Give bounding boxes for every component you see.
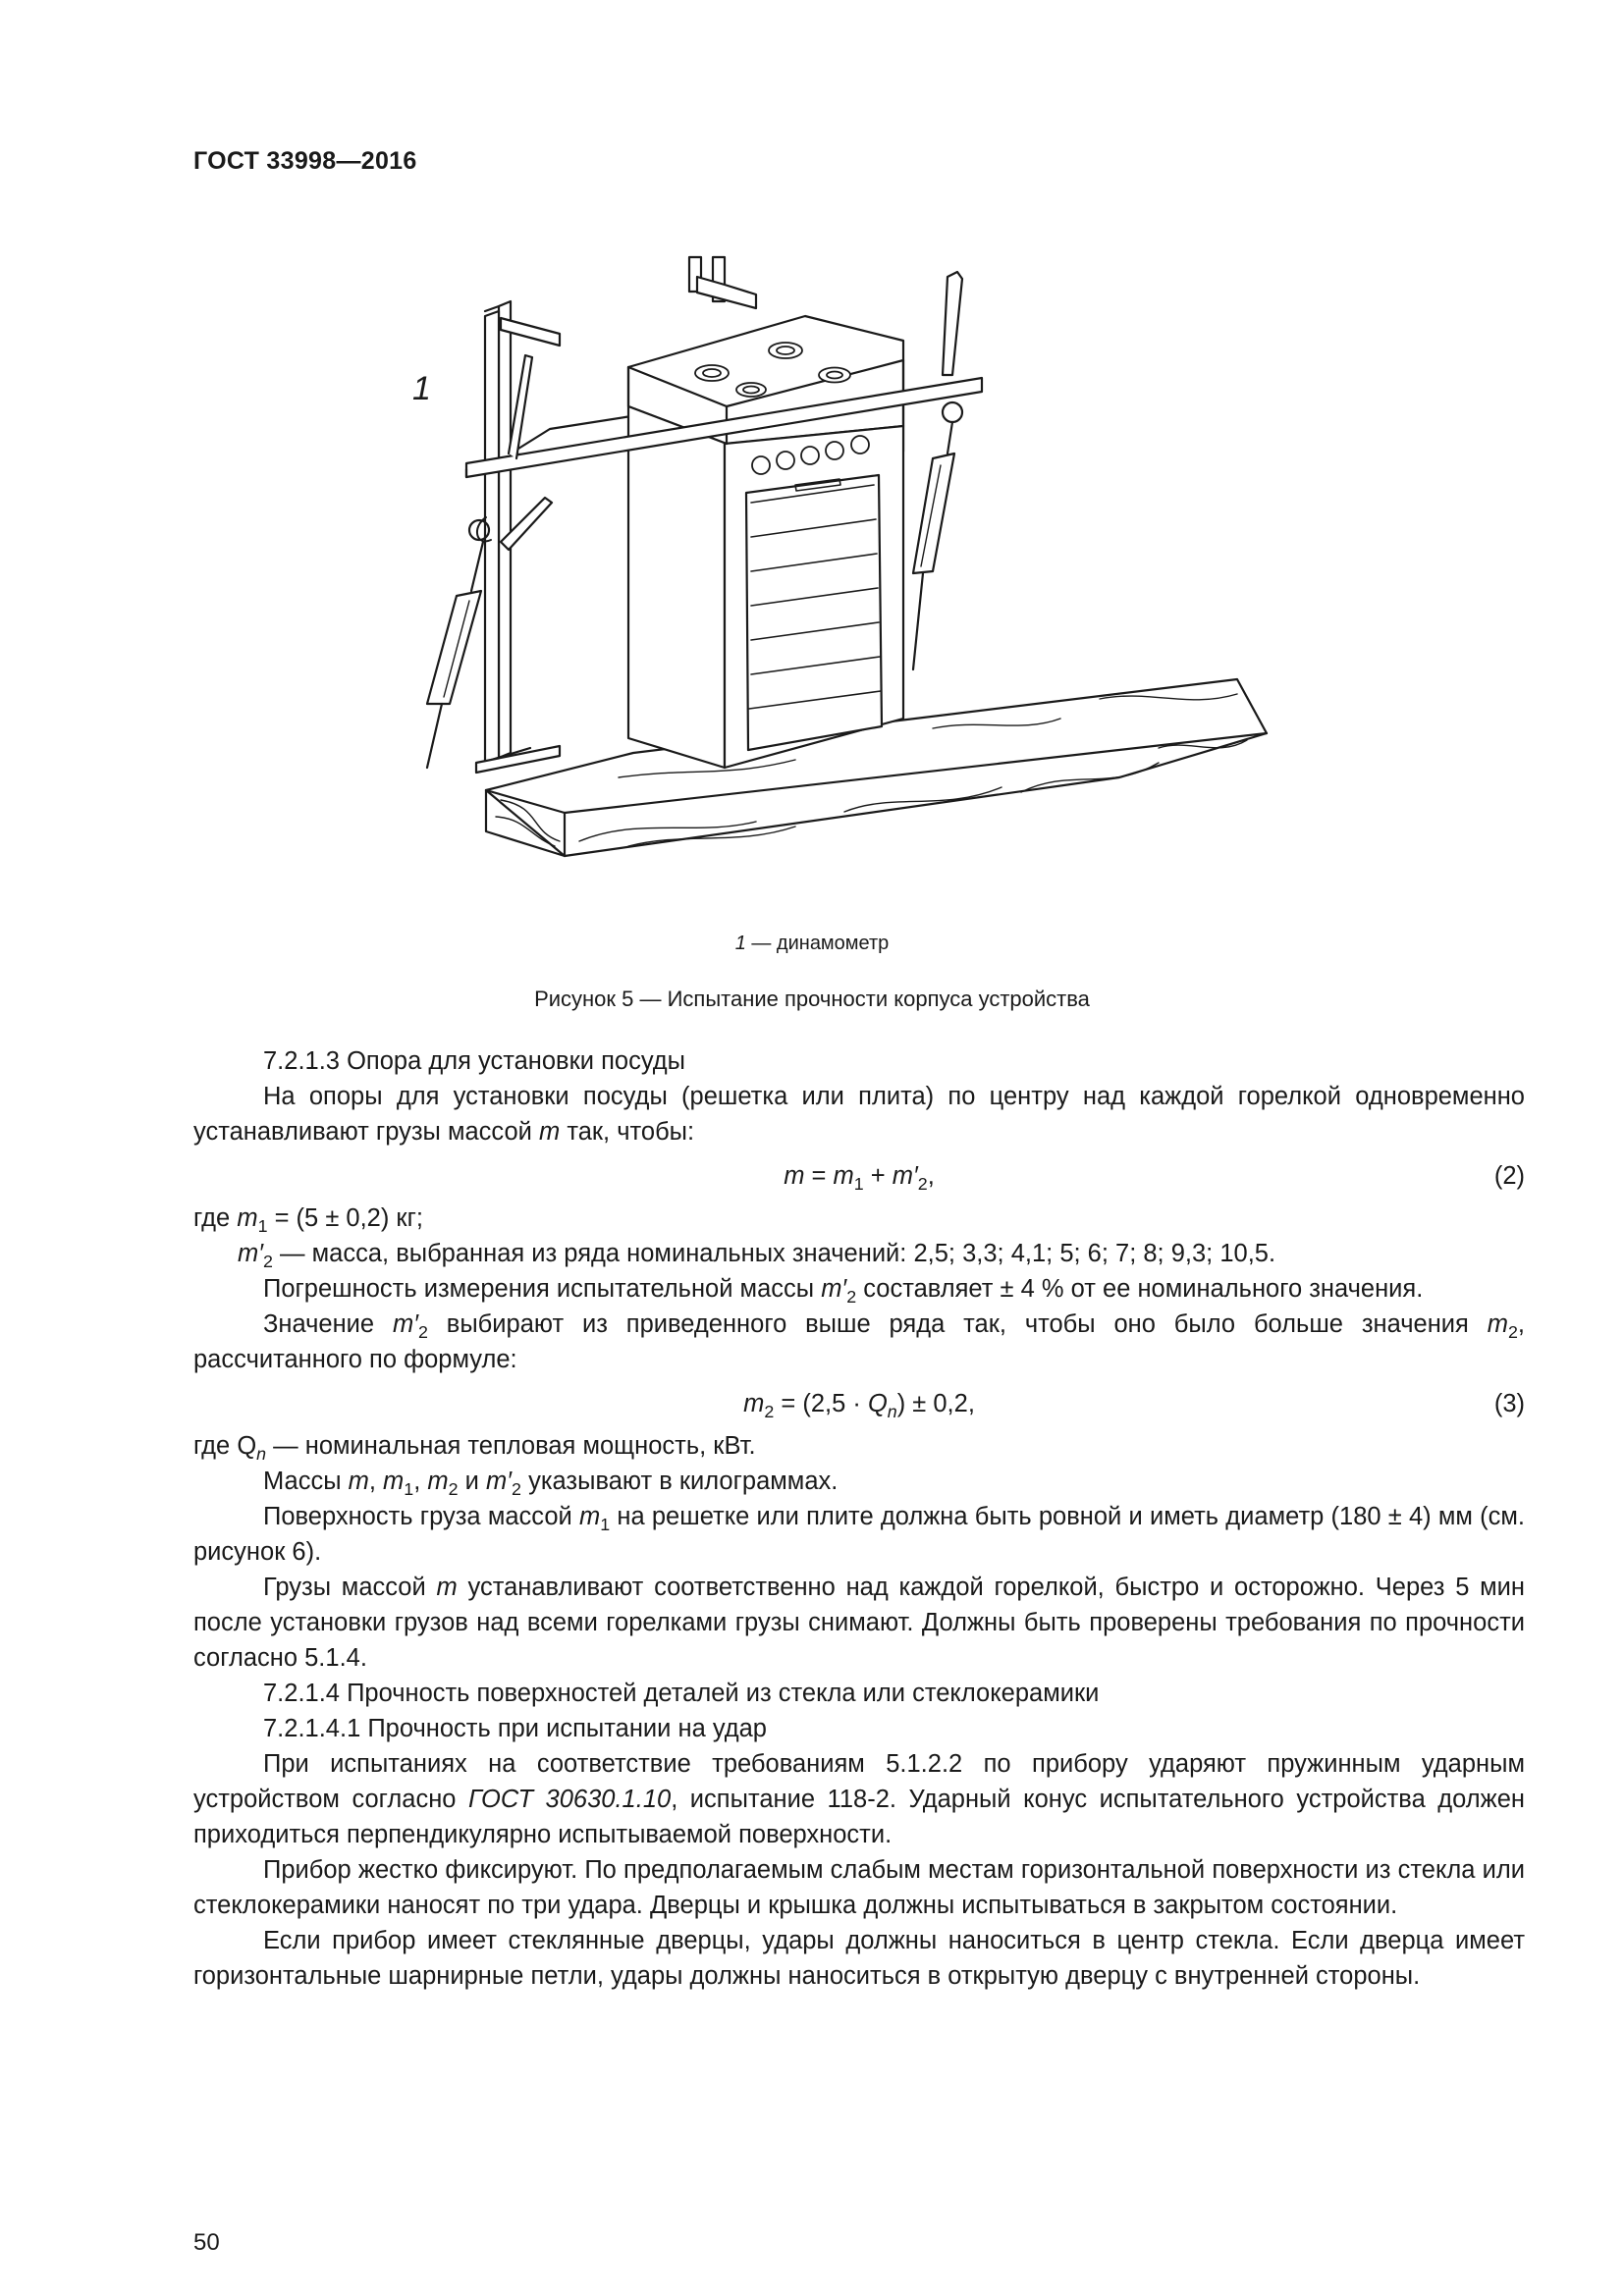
dynamometer-right (913, 402, 962, 669)
paragraph: Поверхность груза массой $m_1$ на решетке или плите должна быть ровной и иметь диаметр (180 ± 4) мм (см. рисунок 6). (193, 1503, 1526, 1566)
oven-door (746, 475, 882, 750)
figure-stove-strength-test (412, 257, 1247, 885)
paragraph: Погрешность измерения испытательной массы $m'_2$ составляет ± 4 % от ее номинального значения. (263, 1275, 1424, 1307)
paragraph: Если прибор имеет стеклянные дверцы, удары должны наноситься в центр стекла. Если дверца имеет горизонтальные шарнирные петли, удары должны наноситься в открытую дверцу с внутренней стороны. (193, 1927, 1525, 1990)
formula-2-number: (2) (1493, 1162, 1525, 1190)
where-line: где $m_1 = (5 \pm 0,2)$ кг; (193, 1204, 423, 1236)
page-number: 50 (193, 2229, 220, 2256)
paragraph: Массы m, $m_1$, $m_2$ и $m'_2$ указывают в килограммах. (263, 1468, 839, 1499)
section-heading-7-2-1-3: 7.2.1.3 Опора для установки посуды (263, 1047, 685, 1075)
figure-legend (0, 933, 1624, 955)
where-line: где $Q_n$ — номинальная тепловая мощность, кВт. (193, 1432, 756, 1464)
paragraph: Грузы массой m устанавливают соответственно над каждой горелкой, быстро и осторожно. Через 5 мин после установки грузов над всеми горелками грузы снимают. Должны быть проверены требования по прочности согласно 5.1.4. (193, 1574, 1525, 1672)
paragraph: На опоры для установки посуды (решетка или плита) по центру над каждой горелкой одновременно устанавливают грузы массой m так, чтобы: (193, 1083, 1525, 1146)
formula-3 (193, 1379, 1525, 1428)
where-line: $m'_2$ — масса, выбранная из ряда номинальных значений: 2,5; 3,3; 4,1; 5; 6; 7; 8; 9,3; 10,5. (238, 1240, 1276, 1271)
legend-number: 1 (734, 933, 746, 954)
section-heading-7-2-1-4: 7.2.1.4 Прочность поверхностей деталей из стекла или стеклокерамики (263, 1680, 1100, 1707)
legend-text: — динамометр (745, 933, 890, 954)
formula-2 (193, 1151, 1525, 1201)
formula-3-number: (3) (1493, 1390, 1525, 1417)
section-heading-7-2-1-4-1: 7.2.1.4.1 Прочность при испытании на удар (263, 1715, 767, 1742)
formula-2-expression: $m = m_1 + m'_2$, (784, 1162, 935, 1194)
paragraph: Значение $m'_2$ выбирают из приведенного выше ряда так, чтобы оно было больше значения $m_2$, рассчитанного по формуле: (193, 1310, 1525, 1373)
paragraph: При испытаниях на соответствие требованиям 5.1.2.2 по прибору ударяют пружинным ударным устройством согласно ГОСТ 30630.1.10, испытание 118-2. Ударный конус испытательного устройства должен приходиться перпендикулярно испытываемой поверхности. (193, 1750, 1525, 1848)
document-header: ГОСТ 33998—2016 (193, 147, 417, 175)
figure-callout-1: 1 (412, 370, 431, 407)
figure-caption: Рисунок 5 — Испытание прочности корпуса устройства (534, 987, 1090, 1011)
formula-3-expression: $m_2 = (2,5 \cdot Q_n) \pm 0,2$, (743, 1390, 975, 1421)
paragraph: Прибор жестко фиксируют. По предполагаемым слабым местам горизонтальной поверхности из стекла или стеклокерамики наносят по три удара. Дверцы и крышка должны испытываться в закрытом состоянии. (193, 1856, 1525, 1919)
dynamometer-left (427, 517, 491, 768)
body-text (193, 1043, 1525, 1994)
standard-reference: ГОСТ 30630.1.10 (468, 1786, 672, 1813)
